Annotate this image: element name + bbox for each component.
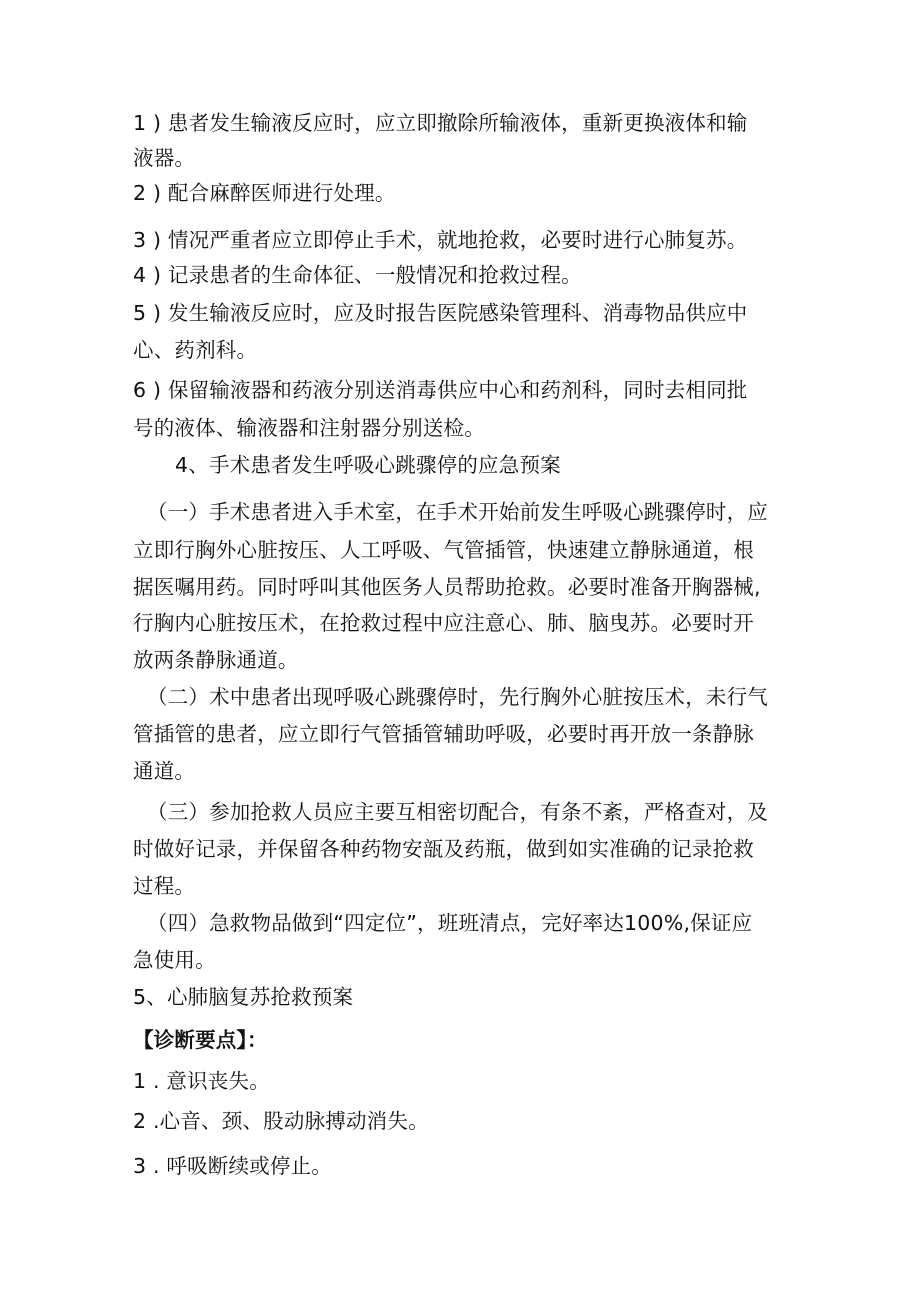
list-item-5-line-2: 心、药剂科。 <box>133 338 258 362</box>
diagnosis-item-3: 3 . 呼吸断续或停止。 <box>133 1154 332 1178</box>
section-4-heading: 4、手术患者发生呼吸心跳骤停的应急预案 <box>175 453 561 477</box>
list-item-5-line-1: 5 ) 发生输液反应时，应及时报告医院感染管理科、消毒物品供应中 <box>133 301 748 325</box>
list-item-2: 2 ) 配合麻醉医师进行处理。 <box>133 181 396 205</box>
diagnosis-item-1: 1 . 意识丧失。 <box>133 1069 270 1093</box>
section-4-paragraph-1-line-3: 据医嘱用药。同时呼叫其他医务人员帮助抢救。必要时准备开胸器械, <box>133 575 761 599</box>
section-4-paragraph-1-line-5: 放两条静脉通道。 <box>133 648 299 672</box>
list-item-3: 3 ) 情况严重者应立即停止手术，就地抢救，必要时进行心肺复苏。 <box>133 228 748 252</box>
section-4-paragraph-3-line-1: （三）参加抢救人员应主要互相密切配合，有条不紊，严格查对，及 <box>147 800 768 824</box>
section-4-paragraph-4-line-1: （四）急救物品做到“四定位”，班班清点，完好率达100%,保证应 <box>147 911 753 935</box>
section-4-paragraph-1-line-2: 立即行胸外心脏按压、人工呼吸、气管插管，快速建立静脉通道，根 <box>133 538 754 562</box>
section-4-paragraph-2-line-1: （二）术中患者出现呼吸心跳骤停时，先行胸外心脏按压术，未行气 <box>147 685 768 709</box>
list-item-6-line-2: 号的液体、输液器和注射器分别送检。 <box>133 416 485 440</box>
section-4-paragraph-1-line-4: 行胸内心脏按压术，在抢救过程中应注意心、肺、脑曳苏。必要时开 <box>133 611 754 635</box>
section-4-paragraph-4-line-2: 急使用。 <box>133 948 216 972</box>
list-item-4: 4 ) 记录患者的生命体征、一般情况和抢救过程。 <box>133 263 582 287</box>
list-item-1-line-2: 液器。 <box>133 146 196 170</box>
section-4-paragraph-3-line-3: 过程。 <box>133 874 196 898</box>
section-5-heading: 5、心肺脑复苏抢救预案 <box>133 985 354 1009</box>
section-4-paragraph-1-line-1: （一）手术患者进入手术室，在手术开始前发生呼吸心跳骤停时，应 <box>147 500 768 524</box>
section-4-paragraph-2-line-3: 通道。 <box>133 759 196 783</box>
section-4-paragraph-3-line-2: 时做好记录，并保留各种药物安瓿及药瓶，做到如实准确的记录抢救 <box>133 837 754 861</box>
diagnosis-title: 【诊断要点】： <box>133 1028 268 1052</box>
diagnosis-item-2: 2 .心音、颈、股动脉搏动消失。 <box>133 1109 429 1133</box>
list-item-6-line-1: 6 ) 保留输液器和药液分别送消毒供应中心和药剂科，同时去相同批 <box>133 378 748 402</box>
section-4-paragraph-2-line-2: 管插管的患者，应立即行气管插管辅助呼吸，必要时再开放一条静脉 <box>133 722 754 746</box>
list-item-1-line-1: 1 ) 患者发生输液反应时，应立即撤除所输液体，重新更换液体和输 <box>133 111 748 135</box>
